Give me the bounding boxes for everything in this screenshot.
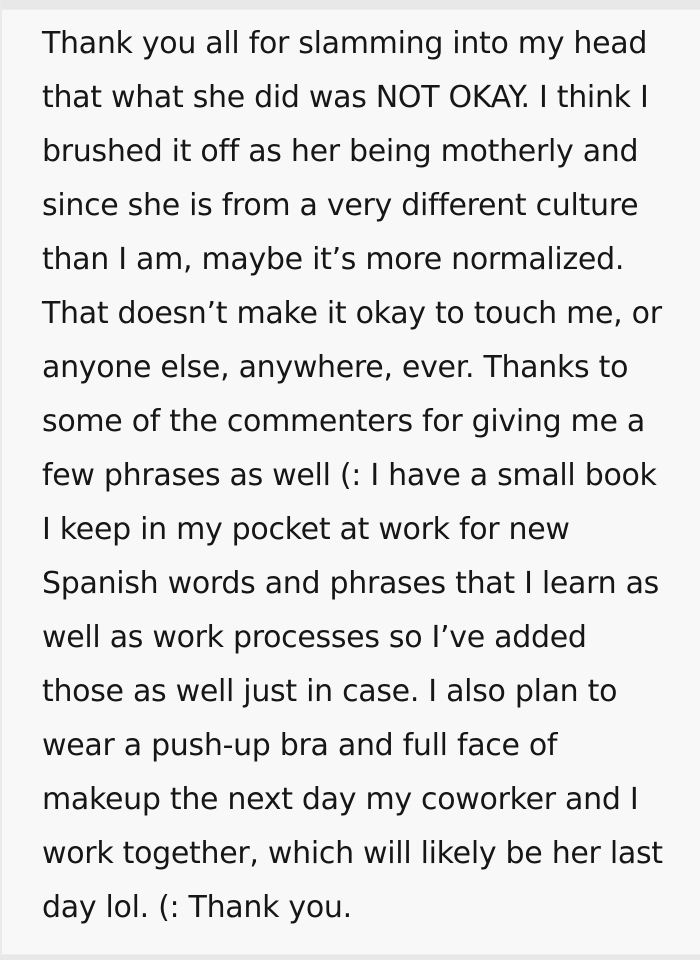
text-line: few phrases as well (: I have a small book	[42, 458, 657, 493]
text-line: that what she did was NOT OKAY. I think I	[42, 80, 649, 115]
text-line: Spanish words and phrases that I learn as	[42, 566, 659, 601]
text-line: makeup the next day my coworker and I	[42, 782, 639, 817]
text-line: That doesn’t make it okay to touch me, or	[42, 296, 662, 331]
text-line: day lol. (: Thank you.	[42, 890, 352, 925]
text-line: Thank you all for slamming into my head	[42, 26, 648, 61]
text-line: well as work processes so I’ve added	[42, 620, 587, 655]
text-line: than I am, maybe it’s more normalized.	[42, 242, 625, 277]
bottom-edge-bar	[0, 954, 700, 960]
text-line: some of the commenters for giving me a	[42, 404, 645, 439]
text-line: those as well just in case. I also plan to	[42, 674, 618, 709]
text-line: since she is from a very different culture	[42, 188, 639, 223]
text-line: brushed it off as her being motherly and	[42, 134, 639, 169]
text-line: I keep in my pocket at work for new	[42, 512, 570, 547]
post-body-text	[0, 9, 700, 935]
text-line: wear a push-up bra and full face of	[42, 728, 558, 763]
text-line: anyone else, anywhere, ever. Thanks to	[42, 350, 629, 385]
text-line: work together, which will likely be her last	[42, 836, 663, 871]
